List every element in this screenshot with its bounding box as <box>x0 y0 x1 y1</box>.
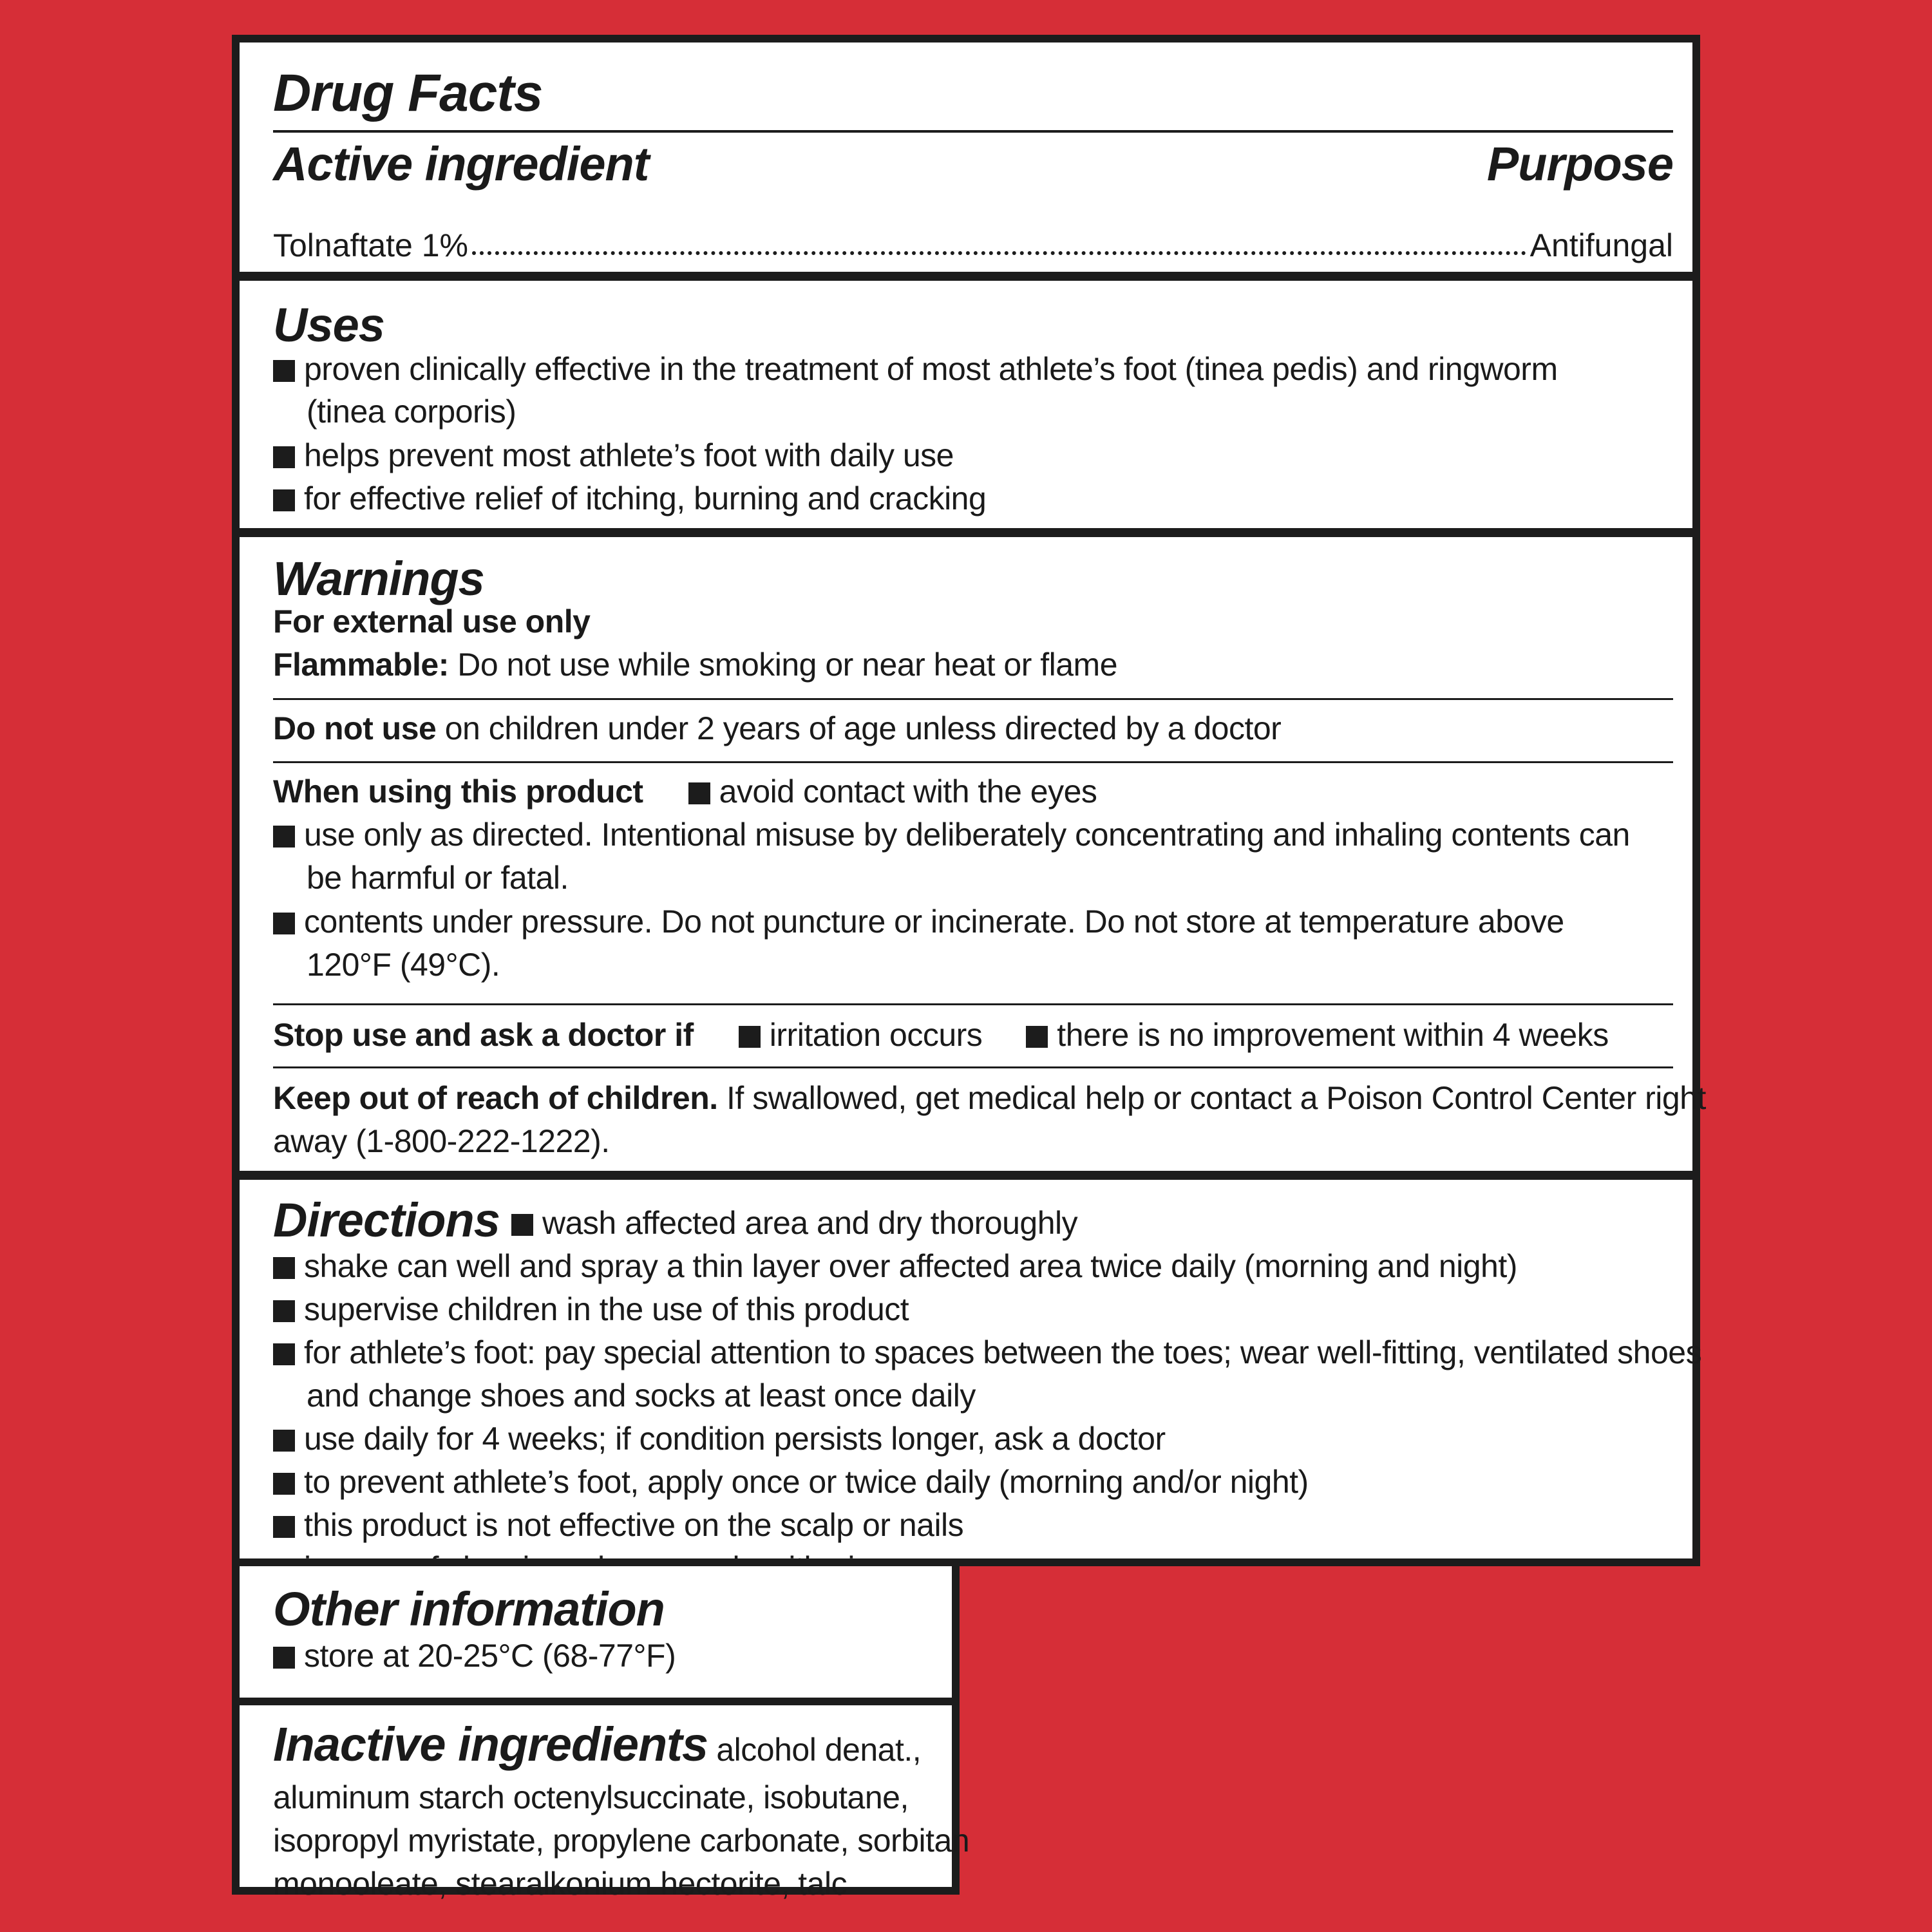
ingredient-name: Tolnaftate 1% <box>273 227 468 263</box>
list-item-continued: and change shoes and socks at least once daily <box>307 1378 976 1414</box>
subsection-divider <box>273 1003 1673 1005</box>
section-divider <box>240 1171 1692 1180</box>
active-ingredient-heading: Active ingredient <box>273 137 649 191</box>
drug-facts-panel <box>232 35 1706 1566</box>
list-item: helps prevent most athlete’s foot with daily use <box>273 439 954 471</box>
bullet-icon <box>739 1026 761 1048</box>
bullet-icon <box>273 1430 295 1452</box>
section-divider <box>240 272 1692 281</box>
list-item: to prevent athlete’s foot, apply once or twice daily (morning and/or night) <box>273 1466 1309 1498</box>
bullet-icon <box>273 1473 295 1495</box>
list-item: store at 20-25°C (68-77°F) <box>273 1640 676 1672</box>
bullet-icon <box>273 913 295 934</box>
list-item: contents under pressure. Do not puncture or incinerate. Do not store at temperature above <box>273 905 1564 938</box>
inactive-ingredients-heading: Inactive ingredients <box>273 1718 708 1771</box>
directions-heading: Directions <box>273 1193 500 1247</box>
list-item: proven clinically effective in the treatment of most athlete’s foot (tinea pedis) and ringworm <box>273 353 1558 385</box>
subsection-divider <box>273 761 1673 763</box>
list-item: for effective relief of itching, burning and cracking <box>273 482 986 515</box>
bullet-icon <box>273 446 295 468</box>
external-use-notice: For external use only <box>273 603 591 639</box>
bullet-icon <box>273 489 295 511</box>
subsection-divider <box>273 1066 1673 1068</box>
list-item: supervise children in the use of this product <box>273 1293 909 1325</box>
bullet-icon <box>688 782 710 804</box>
bullet-icon <box>273 360 295 382</box>
list-item: this product is not effective on the scalp or nails <box>273 1509 963 1541</box>
when-using-row: When using this product avoid contact with the eyes <box>273 773 1097 810</box>
bullet-icon <box>273 826 295 848</box>
bullet-icon <box>273 1516 295 1538</box>
list-item-continued: (tinea corporis) <box>307 393 516 430</box>
inactive-ingredients-line: aluminum starch octenylsuccinate, isobutane, <box>273 1779 909 1815</box>
active-ingredient-row <box>273 229 1673 261</box>
list-item: use only as directed. Intentional misuse by deliberately concentrating and inhaling contents can <box>273 819 1630 851</box>
ingredient-purpose: Antifungal <box>1530 227 1673 263</box>
other-information-panel <box>232 1558 960 1705</box>
bullet-icon <box>1026 1026 1048 1048</box>
keep-out-warning-continued: away (1-800-222-1222). <box>273 1123 610 1159</box>
keep-out-warning: Keep out of reach of children. If swallowed, get medical help or contact a Poison Control Center right <box>273 1080 1706 1116</box>
drug-facts-title: Drug Facts <box>273 64 543 122</box>
bullet-icon <box>511 1214 533 1236</box>
stop-use-row: Stop use and ask a doctor if irritation occurs there is no improvement within 4 weeks <box>273 1017 1609 1053</box>
bullet-icon <box>273 1257 295 1279</box>
uses-heading: Uses <box>273 298 384 352</box>
list-item: use daily for 4 weeks; if condition persists longer, ask a doctor <box>273 1423 1166 1455</box>
inactive-ingredients-row: Inactive ingredients alcohol denat., <box>273 1718 922 1771</box>
section-divider <box>240 528 1692 537</box>
inactive-ingredients-line: isopropyl myristate, propylene carbonate, sorbitan <box>273 1823 970 1859</box>
bullet-icon <box>273 1343 295 1365</box>
list-item: for athlete’s foot: pay special attention to spaces between the toes; wear well-fitting, ventilated shoes <box>273 1336 1701 1368</box>
inactive-ingredients-panel <box>232 1698 970 1902</box>
purpose-heading: Purpose <box>1486 137 1673 191</box>
bullet-icon <box>273 1300 295 1322</box>
other-information-heading: Other information <box>273 1582 665 1636</box>
list-item-continued: 120°F (49°C). <box>307 947 500 983</box>
flammable-warning: Flammable: Do not use while smoking or near heat or flame <box>273 647 1118 683</box>
list-item: shake can well and spray a thin layer over affected area twice daily (morning and night) <box>273 1250 1517 1282</box>
inactive-ingredients-line: monooleate, stearalkonium hectorite, talc <box>273 1866 848 1902</box>
list-item-continued: be harmful or fatal. <box>307 860 569 896</box>
warnings-heading: Warnings <box>273 552 484 605</box>
subsection-divider <box>273 698 1673 700</box>
bullet-icon <box>273 1647 295 1669</box>
do-not-use-warning: Do not use on children under 2 years of age unless directed by a doctor <box>273 710 1282 746</box>
title-divider <box>273 130 1673 133</box>
dot-leader <box>472 251 1526 255</box>
list-item: wash affected area and dry thoroughly <box>511 1207 1077 1239</box>
